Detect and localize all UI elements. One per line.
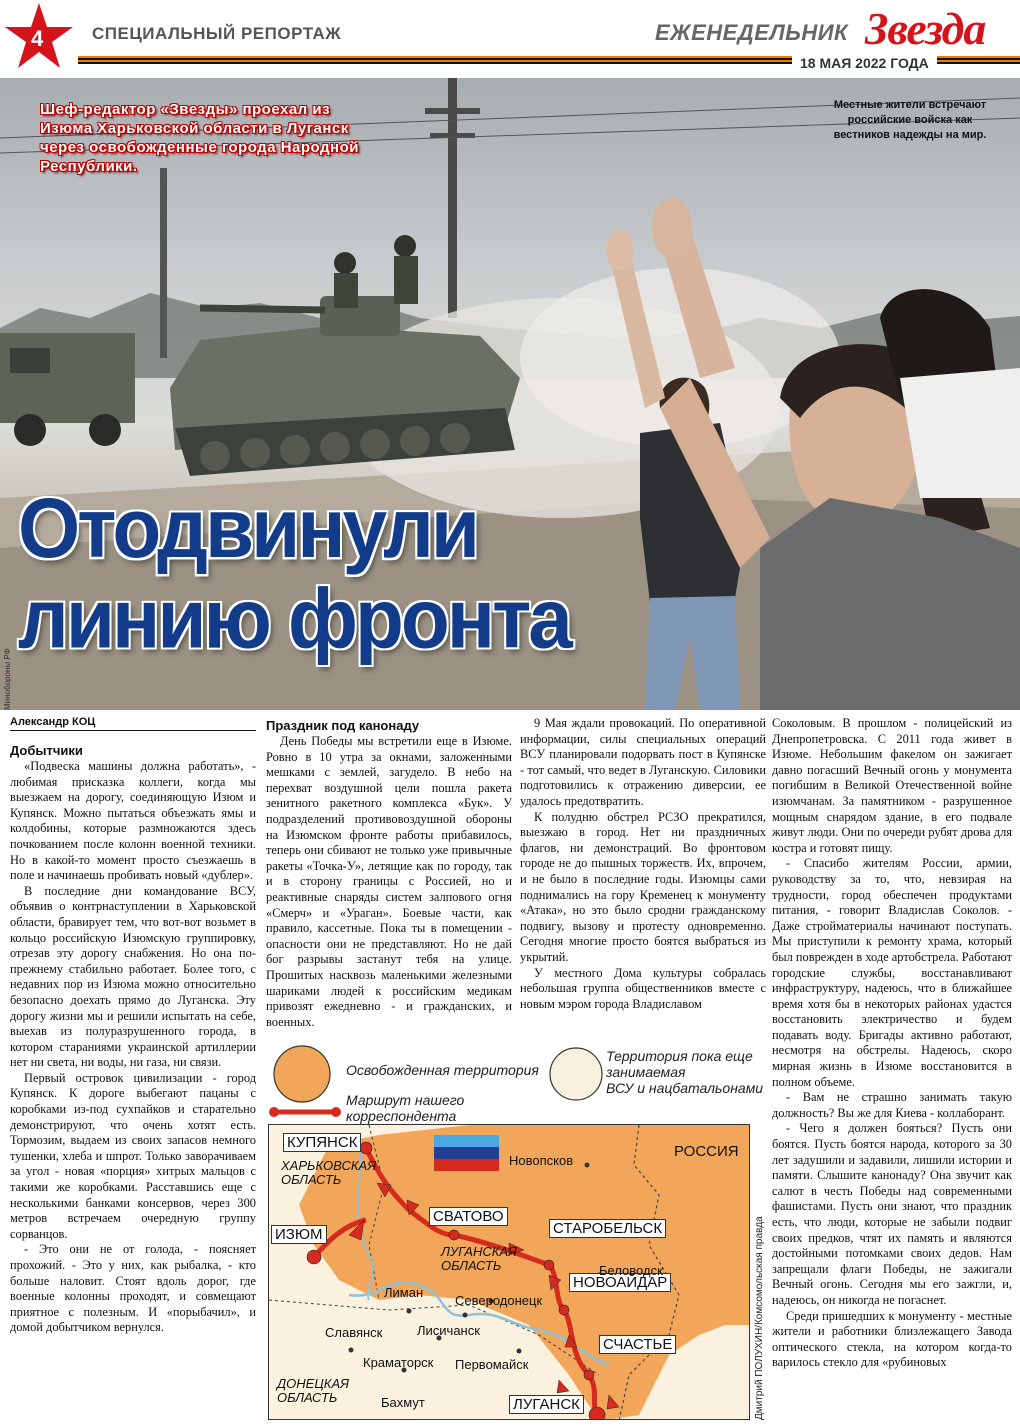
legend-route-line-1: Маршрут нашего — [346, 1092, 465, 1108]
map-credit: Дмитрий ПОЛУХИН/Комсомольская правда — [754, 1216, 765, 1420]
paragraph: У местного Дома культуры собралась небольшая группа общественников вместе с новым мэром города Владиславом — [520, 965, 766, 1011]
article-deck: Шеф-редактор «Звезды» проехал из Изюма Харьковской области в Луганск через освобожденные города Народной Республики. — [40, 101, 359, 175]
map-area — [268, 1124, 750, 1420]
paragraph: Первый островок цивилизации - город Купянск. К дороге выбегают пацаны с коробками из-под сухпайков и старательно демонстрируют, что очень хотят есть. Тормозим, выдаем из своих запасов немного тушенки, хлеба и шпрот. Только заворачиваем за угол - новая «порция» хитрых мальцов с такими же коробками. Расставшись еще с несколькими банками консервов, через 300 метров встречаем очередную группу сорванцов. — [10, 1070, 256, 1241]
text-column-1 — [10, 716, 256, 1336]
legend-remaining — [606, 1048, 763, 1096]
paragraph: К полудню обстрел РСЗО прекратился, выезжаю в город. Нет ни праздничных флагов, ни демонстраций. Во фронтовом городе не до пышных торжеств. Их, впрочем, и не было в последние годы. Изюмцы сами поднимались на гору Кременец к монументу «Атака», но это было сродни гражданскому подвигу, вызову и протесту одновременно. Сегодня многие просто боятся выбраться из укрытий. — [520, 809, 766, 964]
map-label-lugansk-region-line-1: ЛУГАНСКАЯ — [441, 1244, 517, 1259]
map-label-belovodsk: Беловодск — [599, 1263, 663, 1278]
headline-line-1: Отодвинули — [18, 481, 478, 576]
map-label-kharkov-region — [281, 1159, 376, 1187]
map-label-lugansk: ЛУГАНСК — [509, 1395, 584, 1414]
route-map — [266, 1040, 766, 1426]
paragraph: - Спасибо жителям России, армии, руководству за то, что, невзирая на трудности, город обеспечен продуктами питания, - говорит Владислав Соколов. - Даже стройматериалы начинают поступать. Мы приступили к ремонту храма, который был поврежден в ходе артобстрела. Работают городские службы, восстанавливают инфраструктуру, надеюсь, что в ближайшее время хотя бы в некоторых районах удастся восстановить электричество и будем подавать воду. Бригады активно работают, несмотря на обстрелы. Надеюсь, скоро мирная жизнь в Изюме восстановится в полном объеме. — [772, 856, 1013, 1089]
subhead-prazdnik: Праздник под канонаду — [266, 718, 420, 733]
paragraph: - Чего я должен бояться? Пусть они боятся. Пусть боятся народа, которого за 30 лет задушили и задавили, лишили истории и памяти. Слышите канонаду? Она звучит как салют в честь Победы над современными фашистами. Пусть они знают, что праздник есть, что люди, которые не забыли подвиг своих предков, чтят их память и являются достойными потомками своих дедов. Нам запрещали флаги Победы, не зажигали Вечный огонь. Сегодня мы его зажгли, и, надеюсь, он никогда не погаснет. — [772, 1121, 1012, 1307]
map-label-slavyansk: Славянск — [325, 1325, 383, 1340]
map-label-schastye: СЧАСТЬЕ — [599, 1335, 676, 1354]
map-label-izyum: ИЗЮМ — [271, 1225, 327, 1244]
legend-remaining-line-1: Территория пока еще — [606, 1048, 753, 1064]
legend-remaining-line-3: ВСУ и нацбатальонами — [606, 1080, 764, 1096]
issue-date: 18 МАЯ 2022 ГОДА — [792, 55, 937, 71]
map-label-kramatorsk: Краматорск — [363, 1355, 434, 1370]
map-label-donetsk-line-1: ДОНЕЦКАЯ — [277, 1376, 349, 1391]
paragraph: День Победы мы встретили еще в Изюме. Ровно в 10 утра за окнами, заложенными мешками с землей, загудело. В небо на перехват воздушной цели пошла ракета зенитного ракетного комплекса «Бук». У подразделений противовоздушной обороны на Изюмском фронте работы прибавилось, теперь они сбивают не только уже привычные ракеты «Точка-У», летящие как по городу, так и в сторону границы с Россией, но и реактивные снаряды систем залпового огня «Смерч» и «Ураган». Боевые части, как правило, кассетные. Пока ты в помещении - опасности они не представляют. Но не дай бог разрывы застанут тебя на улице. Прошитых насквозь маленькими железными шариками людей к российским медикам привозят ежедневно - и гражданских, и военных. — [266, 734, 512, 1029]
map-label-bakhmut: Бахмут — [381, 1395, 425, 1410]
text-column-3 — [520, 716, 766, 1012]
byline: Александр КОЦ — [10, 716, 256, 731]
text-column-2 — [266, 716, 512, 1030]
map-label-russia: РОССИЯ — [674, 1143, 739, 1160]
legend-route — [346, 1092, 464, 1124]
paragraph: Среди пришедших к монументу - местные жители и работники близлежащего Завода оптического стекла, на котором когда-то варилось стекло для «рубиновых — [772, 1308, 1012, 1370]
subhead-dobytchiki: Добытчики — [10, 743, 83, 758]
map-label-lugansk-region — [441, 1245, 517, 1273]
paragraph: 9 Мая ждали провокаций. По оперативной информации, силы специальных операций ВСУ планировали подорвать пост в Купянске - тот самый, что ведет в Луганскую. Силовики подготовились к отражению диверсии, ее удалось предотвратить. — [520, 716, 766, 808]
lead-photo — [0, 78, 1020, 710]
text-column-4 — [772, 716, 1012, 1371]
map-label-liman: Лиман — [384, 1285, 424, 1300]
legend-liberated: Освобожденная территория — [346, 1062, 539, 1078]
map-label-starobelsk: СТАРОБЕЛЬСК — [549, 1219, 666, 1238]
paragraph: В последние дни командование ВСУ, объявив о контрнаступлении в Харьковской области, бравирует тем, что вот-вот возьмет в кольцо российскую Изюмскую группировку, отрезав эту дорогу снабжения. Но она по-прежнему стабильно работает. Более того, с недавних пор из Изюма можно относительно безопасно доехать прямо до Луганска. Эту дорогу жизни мы и решили испытать на себе, выехав из полуразрушенного города, в котором стараниями украинской артиллерии нет ни света, ни воды, ни газа, ни связи. — [10, 883, 256, 1070]
map-label-svatovo: СВАТОВО — [429, 1207, 508, 1226]
map-label-donetsk-region — [277, 1377, 349, 1405]
photo-caption: Местные жители встречают российские войска как вестников надежды на мир. — [833, 99, 987, 141]
page-header — [0, 0, 1020, 78]
article-headline — [18, 481, 570, 666]
map-label-severodonetsk: Северодонецк — [455, 1293, 543, 1308]
paragraph: - Это они не от голода, - поясняет прохожий. - Это у них, как рыбалка, - кто больше наловит. Стоят вдоль дорог, где военные колонны проходят, и совмещают приятное с полезным. И «порыбачил», и домой добытчиком вернулся. — [10, 1242, 256, 1335]
newspaper-logo: Звезда — [865, 3, 986, 54]
weekly-label: ЕЖЕНЕДЕЛЬНИК — [655, 20, 849, 45]
map-label-kharkov-line-2: ОБЛАСТЬ — [281, 1172, 342, 1187]
paragraph: - Вам не страшно занимать такую должность? Вы же для Киева - коллаборант. — [772, 1090, 1012, 1120]
map-label-kupyansk: КУПЯНСК — [283, 1133, 361, 1152]
paragraph: «Подвеска машины должна работать», - любимая присказка коллеги, когда мы выезжаем на дорогу, соединяющую Изюм и Купянск. Можно пытаться объезжать ямы и колдобины, которые размножаются здесь почкованием после колонн военной техники. Но в какой-то момент просто съезжаешь в поле и начинаешь пробивать новый «дублер». — [10, 759, 256, 883]
map-label-lugansk-region-line-2: ОБЛАСТЬ — [441, 1258, 502, 1273]
map-label-novoaidar: НОВОАЙДАР — [569, 1273, 671, 1292]
page-number: 4 — [31, 26, 44, 51]
map-label-novopskov: Новопсков — [509, 1153, 574, 1168]
map-label-donetsk-line-2: ОБЛАСТЬ — [277, 1390, 338, 1405]
headline-line-2: линию фронта — [18, 571, 570, 666]
map-label-pervomaisk: Первомайск — [455, 1357, 529, 1372]
section-rubric: СПЕЦИАЛЬНЫЙ РЕПОРТАЖ — [92, 24, 342, 43]
legend-route-line-2: корреспондента — [346, 1108, 457, 1124]
photo-credit: Минобороны РФ — [3, 648, 12, 710]
legend-remaining-line-2: занимаемая — [606, 1064, 686, 1080]
map-label-lisichansk: Лисичанск — [417, 1323, 480, 1338]
map-label-kharkov-line-1: ХАРЬКОВСКАЯ — [281, 1158, 377, 1173]
paragraph: Соколовым. В прошлом - полицейский из Днепропетровска. С 2011 года живет в Изюме. Небольшим факелом он зажигает давно погасший Вечный огонь у монумента погибшим в Великой Отечественной войне изюмчанам. За памятником - разрушенное мощным снарядом здание, в его подвале живут люди. Они по очереди рубят дрова для костра и готовят пищу. — [772, 716, 1012, 855]
